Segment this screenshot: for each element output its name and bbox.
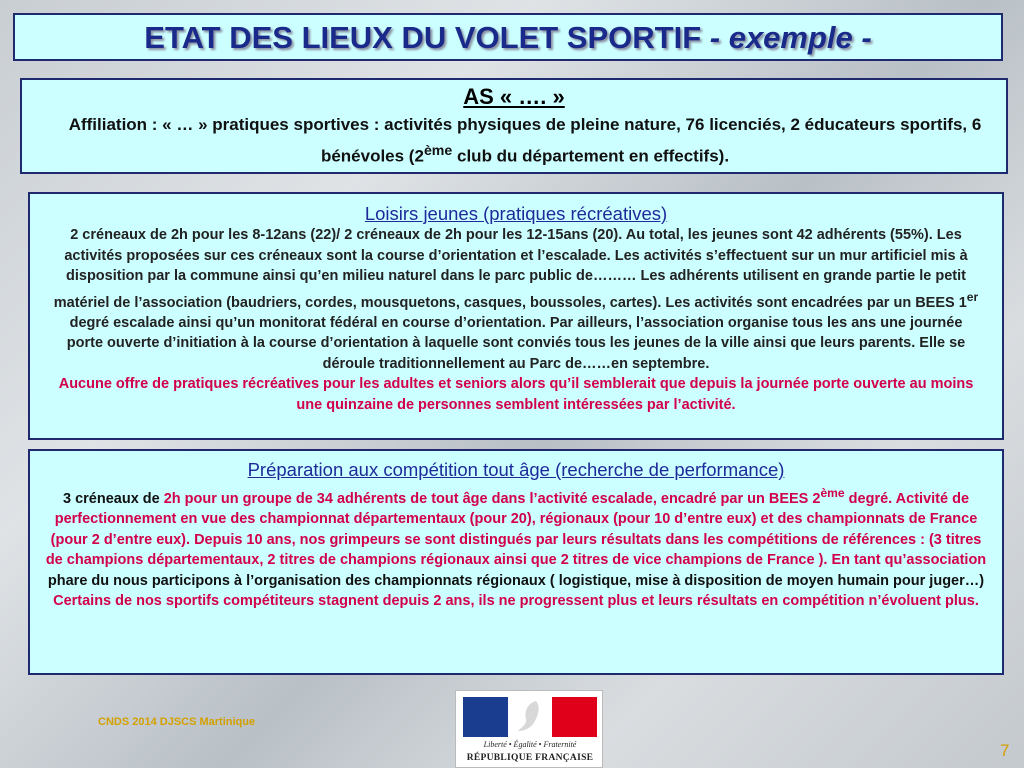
competition-heading: Préparation aux compétition tout âge (recherche de performance) xyxy=(247,459,785,480)
competition-box xyxy=(28,449,1004,675)
leisure-highlight: Aucune offre de pratiques récréatives pour les adultes et seniors alors qu’il semblerait que depuis la journée porte ouverte au moins une quinzaine de personnes semblent intéressées par l’activité. xyxy=(58,376,974,413)
title-box xyxy=(13,13,1003,61)
competition-highlight: Certains de nos sportifs compétiteurs stagnent depuis 2 ans, ils ne progressent plus et leurs résultats en compétition n’évoluent plus. xyxy=(53,593,979,610)
logo-motto: Liberté • Égalité • Fraternité xyxy=(483,740,577,749)
association-text-end: club du département en effectifs). xyxy=(452,146,730,166)
competition-body xyxy=(44,483,988,591)
slide-title xyxy=(15,15,1001,56)
page-number: 7 xyxy=(1000,741,1010,760)
association-sup: ème xyxy=(423,143,453,159)
association-text-start: Affiliation : « … » pratiques sportives : activités physiques de pleine nature, 76 licenciés, 2 éducateurs sportifs, 6 bénévoles (2 xyxy=(68,115,982,166)
leisure-box xyxy=(28,192,1004,440)
leisure-body-end: degré escalade ainsi qu’un monitorat fédéral en course d’orientation. Par ailleurs, l’association organise tous les ans une journée porte ouverte d’initiation à la course d’orientation à laquelle sont conviés tous les jeunes de la ville ainsi que leurs parents. Elle se déroule traditionnellement au Parc de……en septembre. xyxy=(66,314,966,372)
republique-francaise-logo xyxy=(455,690,603,768)
leisure-heading: Loisirs jeunes (pratiques récréatives) xyxy=(364,203,668,224)
leisure-body-start: 2 créneaux de 2h pour les 8-12ans (22)/ 2 créneaux de 2h pour les 12-15ans (20). Au total, les jeunes sont 42 adhérents (55%). Les activités proposées sur ces créneaux sont la course d’orientation et l’escalade. Les activités s’effectuent sur un mur artificiel mis à disposition par la commune ainsi qu’en milieu naturel dans le parc public de……… Les adhérents utilisent en grande partie le petit matériel de l’association (baudriers, cordes, mousquetons, casques, boussoles, cartes). Les activités sont encadrées par un BEES 1 xyxy=(53,227,968,311)
association-heading: AS « …. » xyxy=(463,84,565,109)
leisure-sup: er xyxy=(966,289,979,304)
footer-text: CNDS 2014 DJSCS Martinique xyxy=(98,716,256,728)
slide-title-main: ETAT DES LIEUX DU VOLET SPORTIF xyxy=(144,20,702,55)
logo-name: RÉPUBLIQUE FRANÇAISE xyxy=(466,753,594,763)
competition-body-red-end: degré. Activité de perfectionnement en vue des championnat départementaux (pour 20), régionaux (pour 10 d’entre eux) et des championnats de France (pour 2 d’entre eux). Depuis 10 ans, nos grimpeurs se sont distingués par leurs résultats dans les compétitions de références : (3 titres de champions départementaux, 2 titres de champions régionaux ainsi que 2 titres de vice champions de France ). En tant qu’association xyxy=(45,490,987,569)
slide-title-suffix: - exemple - xyxy=(701,20,872,55)
association-text xyxy=(62,112,988,170)
competition-body-black-start: 3 créneaux de xyxy=(62,490,164,507)
competition-body-black-end: phare du nous participons à l’organisation des championnats régionaux ( logistique, mise à disposition de moyen humain pour juger…) xyxy=(47,572,985,589)
competition-body-red-start: 2h pour un groupe de 34 adhérents de tout âge dans l’activité escalade, encadré par un BEES 2 xyxy=(163,490,821,507)
competition-sup: ème xyxy=(820,486,845,500)
association-box xyxy=(20,78,1008,174)
marianne-flag-icon xyxy=(463,697,597,737)
leisure-body xyxy=(50,225,982,374)
